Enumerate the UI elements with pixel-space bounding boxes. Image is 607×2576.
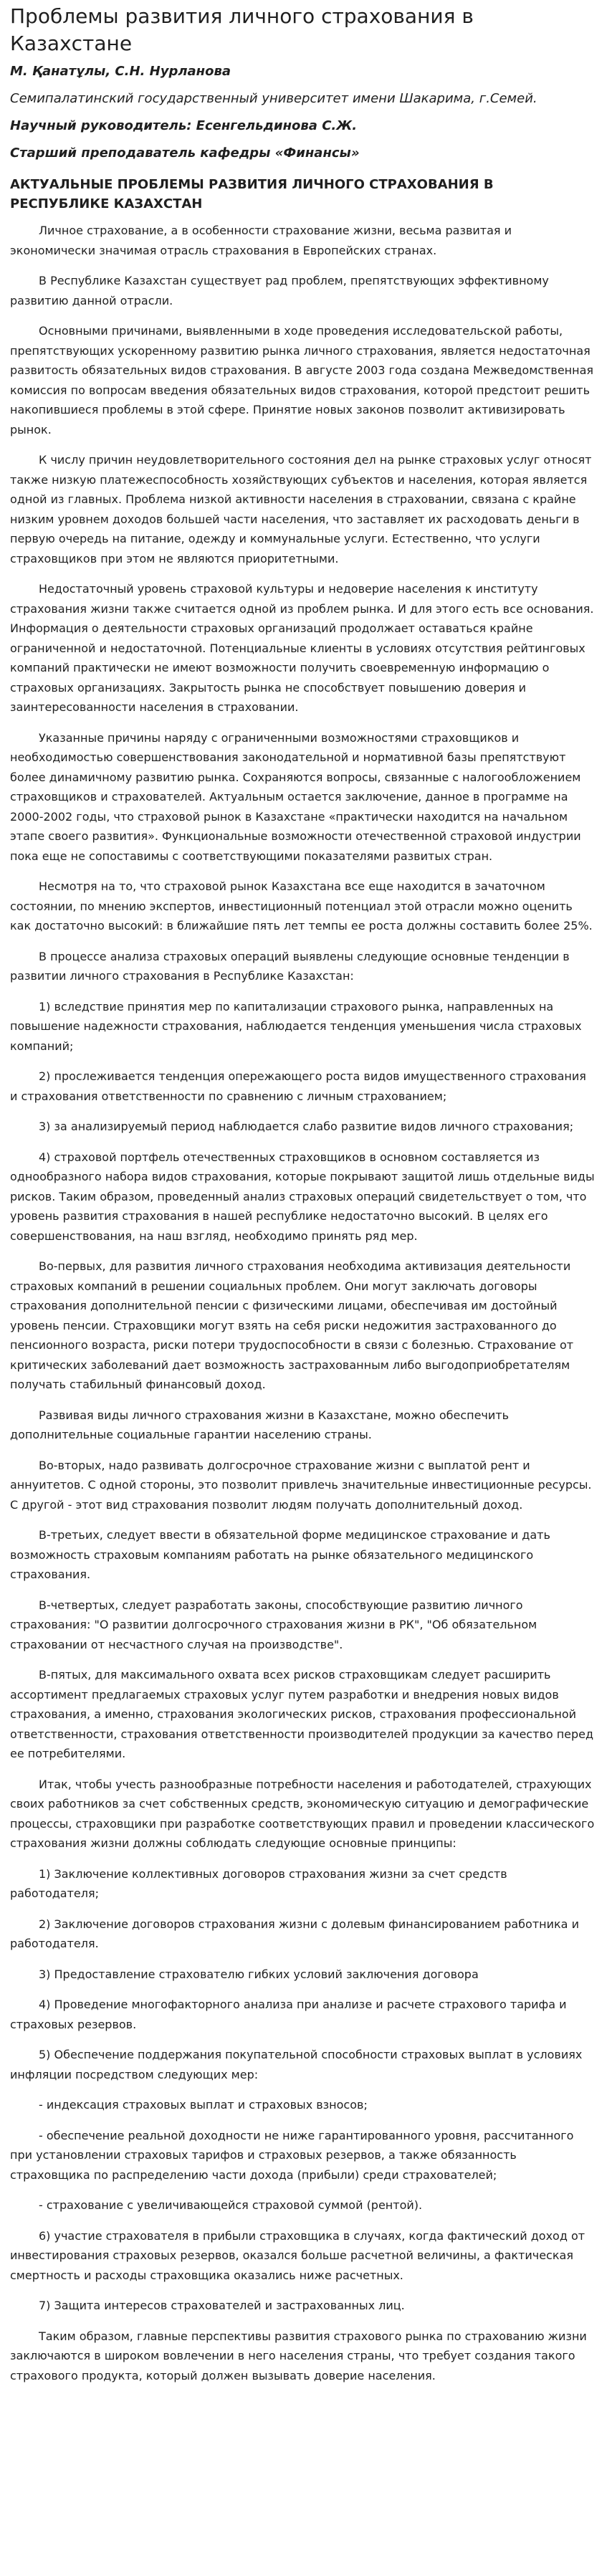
list-item: - обеспечение реальной доходности не ниже гарантированного уровня, рассчитанного при установлении страховых тарифов и страховых резервов, а также обязанность страховщика по распределению части дохода (прибыли) среди страхователей; — [10, 2128, 574, 2182]
paragraph: Развивая виды личного страхования жизни в Казахстане, можно обеспечить дополнительные социальные гарантии населению страны. — [10, 1408, 510, 1441]
supervisor-position: Старший преподаватель кафедры «Финансы» — [10, 146, 360, 161]
list-item: 5) Обеспечение поддержания покупательной способности страховых выплат в условиях инфляции посредством следующих мер: — [10, 2048, 583, 2081]
paragraph: Личное страхование, а в особенности страхование жизни, весьма развитая и экономически значимая отрасль страхования в Европейских странах. — [10, 224, 512, 257]
paragraph: В-третьих, следует ввести в обязательной форме медицинское страхование и дать возможность страховым компаниям работать на рынке обязательного медицинского страхования. — [10, 1528, 550, 1581]
list-item: 3) за анализируемый период наблюдается слабо развитие видов личного страхования; — [39, 1120, 574, 1133]
article-title: Проблемы развития личного страхования в Казахстане — [10, 4, 474, 55]
section-heading: АКТУАЛЬНЫЕ ПРОБЛЕМЫ РАЗВИТИЯ ЛИЧНОГО СТРАХОВАНИЯ В РЕСПУБЛИКЕ КАЗАХСТАН — [10, 177, 494, 211]
list-item: 6) участие страхователя в прибыли страховщика в случаях, когда фактический доход от инвестирования страховых резервов, оказался больше расчетной величины, а фактическая смертность и расходы страховщика оказались ниже расчетных. — [10, 2228, 586, 2282]
list-item: 4) Проведение многофакторного анализа при анализе и расчете страхового тарифа и страховых резервов. — [10, 1998, 567, 2031]
paragraph: Указанные причины наряду с ограниченными возможностями страховщиков и необходимостью совершенствования законодательной и нормативной базы препятствуют более динамичному развитию рынка. Сохраняются вопросы, связанные с налогообложением страховщиков и страхователей. Актуальным остается заключение, данное в программе на 2000-2002 годы, что страховой рынок в Казахстане «практически находится на начальном этапе своего развития». Функциональные возможности отечественной страховой индустрии пока еще не сопоставимы с соответствующими показателями развитых стран. — [10, 730, 581, 863]
authors: М. Қанатұлы, С.Н. Нурланова — [10, 64, 231, 79]
paragraph: К числу причин неудовлетворительного состояния дел на рынке страховых услуг относят также низкую платежеспособность хозяйствующих субъектов и населения, которая является одной из главных. Проблема низкой активности населения в страховании, связана с крайне низким уровнем доходов большей части населения, что заставляет их расходовать деньги в первую очередь на питание, одежду и коммунальные услуги. Естественно, что услуги страховщиков при этом не являются приоритетными. — [10, 453, 592, 566]
paragraph: Итак, чтобы учесть разнообразные потребности населения и работодателей, страхующих своих работников за счет собственных средств, экономическую ситуацию и демографические процессы, страховщики при разработке соответствующих правил и проведении классического страхования жизни должны соблюдать следующие основные принципы: — [10, 1777, 595, 1850]
list-item: 3) Предоставление страхователю гибких условий заключения договора — [39, 1967, 479, 1981]
list-item: 4) страховой портфель отечественных страховщиков в основном составляется из однообразного набора видов страхования, которые покрывают защитой лишь отдельные виды рисков. Таким образом, проведенный анализ страховых операций свидетельствует о том, что уровень развития страхования в нашей республике недостаточно высокий. В целях его совершенствования, на наш взгляд, необходимо принять ряд мер. — [10, 1150, 595, 1243]
list-item: - индексация страховых выплат и страховых взносов; — [39, 2098, 368, 2112]
paragraph: Несмотря на то, что страховой рынок Казахстана все еще находится в зачаточном состоянии, по мнению экспертов, инвестиционный потенциал этой отрасли можно оценить как достаточно высокий: в ближайшие пять лет темпы ее роста должны составить более 25%. — [10, 879, 593, 932]
list-item: 2) Заключение договоров страхования жизни с долевым финансированием работника и работодателя. — [10, 1917, 579, 1950]
list-item: 1) вследствие принятия мер по капитализации страхового рынка, направленных на повышение надежности страхования, наблюдается тенденция уменьшения числа страховых компаний; — [10, 999, 582, 1053]
paragraph: Во-вторых, надо развивать долгосрочное страхование жизни с выплатой рент и аннуитетов. С одной стороны, это позволит привлечь значительные инвестиционные ресурсы. С другой - этот вид страхования позволит людям получать дополнительный доход. — [10, 1458, 592, 1512]
supervisor: Научный руководитель: Есенгельдинова С.Ж. — [10, 118, 358, 133]
list-item: 7) Защита интересов страхователей и застрахованных лиц. — [39, 2299, 405, 2312]
paragraph: Во-первых, для развития личного страхования необходима активизация деятельности страховых компаний в решении социальных проблем. Они могут заключать договоры страхования дополнительной пенсии с физическими лицами, обеспечивая им достойный уровень пенсии. Страховщики могут взять на себя риски недожития застрахованного до пенсионного возраста, риски потери трудоспособности в связи с болезнью. Страхование от критических заболеваний дает возможность застрахованным либо выгодоприобретателям получать стабильный финансовый доход. — [10, 1259, 574, 1391]
paragraph: Недостаточный уровень страховой культуры и недоверие населения к институту страхования жизни также считается одной из проблем рынка. И для этого есть все основания. Информация о деятельности страховых организаций продолжает оставаться крайне ограниченной и недостаточной. Потенциальные клиенты в условиях отсутствия рейтинговых компаний практически не имеют возможности получить своевременную информацию о страховых организациях. Закрытость рынка не способствует повышению доверия и заинтересованности населения в страховании. — [10, 582, 594, 714]
paragraph: В процессе анализа страховых операций выявлены следующие основные тенденции в развитии личного страхования в Республике Казахстан: — [10, 949, 570, 983]
list-item: 2) прослеживается тенденция опережающего роста видов имущественного страхования и страхования ответственности по сравнению с личным страхованием; — [10, 1069, 586, 1103]
paragraph: Таким образом, главные перспективы развития страхового рынка по страхованию жизни заключаются в широком вовлечении в него населения страны, что требует создания такого страхового продукта, который должен вызывать доверие населения. — [10, 2329, 587, 2382]
list-item: 1) Заключение коллективных договоров страхования жизни за счет средств работодателя; — [10, 1866, 507, 1900]
paragraph: В-пятых, для максимального охвата всех рисков страховщикам следует расширить ассортимент предлагаемых страховых услуг путем разработки и внедрения новых видов страхования, а именно, страхования экологических рисков, страхования профессиональной ответственности, страхования ответственности производителей продукции за качество перед ее потребителями. — [10, 1668, 594, 1760]
list-item: - страхование с увеличивающейся страховой суммой (рентой). — [39, 2198, 423, 2212]
paragraph: В Республике Казахстан существует рад проблем, препятствующих эффективному развитию данной отрасли. — [10, 274, 549, 307]
affiliation: Семипалатинский государственный университет имени Шакарима, г.Семей. — [10, 91, 537, 106]
paragraph: Основными причинами, выявленными в ходе проведения исследовательской работы, препятствующих ускоренному развитию рынка личного страхования, является недостаточная развитость обязательных видов страхования. В августе 2003 года создана Межведомственная комиссия по вопросам введения обязательных видов страхования, которой предстоит решить накопившиеся проблемы в этой сфере. Принятие новых законов позволит активизировать рынок. — [10, 324, 594, 437]
paragraph: В-четвертых, следует разработать законы, способствующие развитию личного страхования: "О развитии долгосрочного страхования жизни в РК", "Об обязательном страховании от несчастного случая на производстве". — [10, 1598, 537, 1651]
